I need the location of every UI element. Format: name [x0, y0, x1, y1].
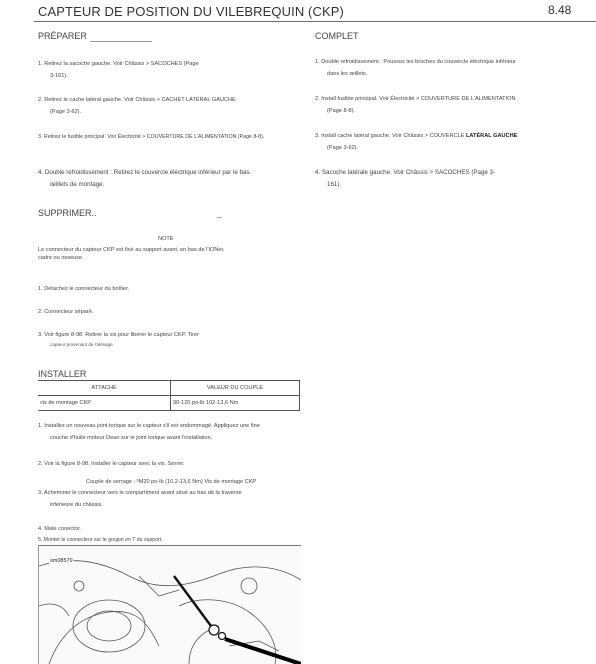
- step-number: 2.: [38, 309, 43, 315]
- remove-step-1: [38, 283, 129, 295]
- table-cell: 90-120 po-lb 102-13,6 Nm: [171, 396, 300, 411]
- step-text: Acheminer le connecteur vers le compartiment avant situé au bas de la traverse: [43, 490, 242, 496]
- note-title: NOTE: [158, 236, 174, 242]
- complete-step-3: [315, 130, 585, 154]
- step-text: Retirez le cache latéral gauche. Voir Châssis > CACHET LATÉRAL GAUCHE: [44, 97, 236, 103]
- step-text-cont: (Page 8-8).: [327, 108, 355, 114]
- step-number: 3.: [38, 332, 43, 338]
- step-text-cont: œillets de montage.: [50, 181, 105, 188]
- prepare-heading-rule: [90, 41, 152, 42]
- step-text-bold: LATÉRAL GAUCHE: [465, 133, 518, 139]
- step-number: 1.: [38, 61, 43, 67]
- step-text-cont: 3-161).: [50, 73, 68, 79]
- step-text: Monter le connecteur sur le goujon en T du support.: [43, 537, 163, 543]
- step-number: 3.: [315, 133, 320, 139]
- step-number: 5.: [38, 537, 43, 543]
- step-number: 1.: [315, 59, 320, 65]
- prepare-step-4: [38, 167, 308, 191]
- step-text-cont: dans les œillets.: [327, 71, 368, 77]
- step-text: Sacoche latérale gauche. Voir Châssis > SACOCHES (Page 3-: [321, 169, 496, 176]
- complete-heading: COMPLET: [315, 31, 359, 41]
- install-step-3: [38, 487, 318, 511]
- remove-step-3: [38, 331, 318, 349]
- prepare-step-3: [38, 131, 308, 143]
- step-number: 3.: [38, 134, 43, 140]
- install-step-2: [38, 458, 184, 470]
- remove-heading: SUPPRIMER..: [38, 208, 97, 218]
- figure-label: sm08579: [50, 558, 73, 564]
- table-header-cell: ATTACHE: [38, 381, 171, 396]
- prepare-step-2: [38, 94, 308, 118]
- step-text: Connecteur séparé.: [44, 309, 94, 315]
- step-number: 3.: [38, 490, 43, 496]
- complete-step-1: [315, 56, 585, 80]
- prepare-step-1: [38, 58, 298, 82]
- table-row: [38, 396, 300, 411]
- step-text-cont: inférieure du châssis.: [50, 502, 103, 508]
- step-number: 4.: [315, 169, 321, 176]
- prepare-heading: PRÉPARER: [38, 31, 87, 41]
- step-text-cont: (Page 3-62).: [327, 145, 359, 151]
- table-cell: vis de montage CKP: [38, 396, 171, 411]
- page-title: CAPTEUR DE POSITION DU VILEBREQUIN (CKP): [38, 4, 344, 19]
- install-step-1: [38, 420, 318, 444]
- step-text: Couple de serrage : ºM20 po-lb (10,2-13,6 Nm) Vis de montage CKP: [86, 479, 257, 485]
- step-number: 1.: [38, 423, 43, 429]
- step-number: 4.: [38, 526, 43, 532]
- note-body: [38, 247, 318, 262]
- table-header-cell: VALEUR DU COUPLE: [171, 381, 300, 396]
- step-text: Voir figure 8-98. Retirer la vis pour libérer le capteur CKP. Tirer: [44, 332, 199, 338]
- torque-table: [38, 380, 300, 411]
- step-text: Install fusible principal. Voir Électricité > COUVERTURE DE L'ALIMENTATION: [321, 96, 516, 102]
- step-text: Retirez le fusible principal. Voir Électricité > COUVERTURE DE L'ALIMENTATION (Page 8-8).: [43, 134, 265, 140]
- step-text-cont: couche d'huile moteur Dean sur le joint torique avant l'installation.: [50, 435, 213, 441]
- step-number: 2.: [38, 97, 43, 103]
- complete-step-4: [315, 167, 585, 191]
- header-divider: [34, 21, 596, 22]
- remove-dash: _: [217, 209, 222, 218]
- step-text: Détachez le connecteur du boîtier.: [44, 286, 130, 292]
- note-line: Le connecteur du capteur CKP est fixé au support avant, en bas de l'IONer.: [38, 247, 225, 253]
- table-header-row: [38, 381, 300, 396]
- step-text-cont: capteur provenant de l'alésage.: [50, 342, 114, 347]
- step-text-cont: (Page 3-62).: [50, 109, 82, 115]
- step-number: 2.: [38, 461, 43, 467]
- note-line: cadre ou osseuse.: [38, 254, 84, 261]
- step-number: 4.: [38, 169, 44, 176]
- step-text-cont: 161).: [327, 181, 342, 188]
- step-text: Mate conector.: [44, 526, 81, 532]
- step-text: Retirez la sacoche gauche. Voir Châssis > SACOCHES (Page: [44, 61, 199, 67]
- step-text: Voir la figure 8-98. Installer le capteur avec la vis. Serrer.: [44, 461, 185, 467]
- step-text: Installez un nouveau joint torique sur le capteur s'il est endommagé. Appliquez une fine: [44, 423, 260, 429]
- sensor-figure: [38, 545, 301, 664]
- step-number: 2.: [315, 96, 320, 102]
- install-heading: INSTALLER: [38, 369, 87, 379]
- engine-line-drawing: [39, 546, 301, 664]
- step-text: Double refroidissement : Poussez les broches du couvercle électrique inférieur: [321, 59, 516, 65]
- step-text: Double refroidissement : Retirez le couvercle électrique inférieur par le bas.: [44, 169, 252, 176]
- step-number: 1.: [38, 286, 43, 292]
- step-text: Install cache latéral gauche. Voir Châssis > COUVERCLE: [321, 133, 465, 139]
- complete-step-2: [315, 93, 585, 117]
- page-number: 8.48: [548, 3, 572, 17]
- remove-step-2: [38, 306, 93, 318]
